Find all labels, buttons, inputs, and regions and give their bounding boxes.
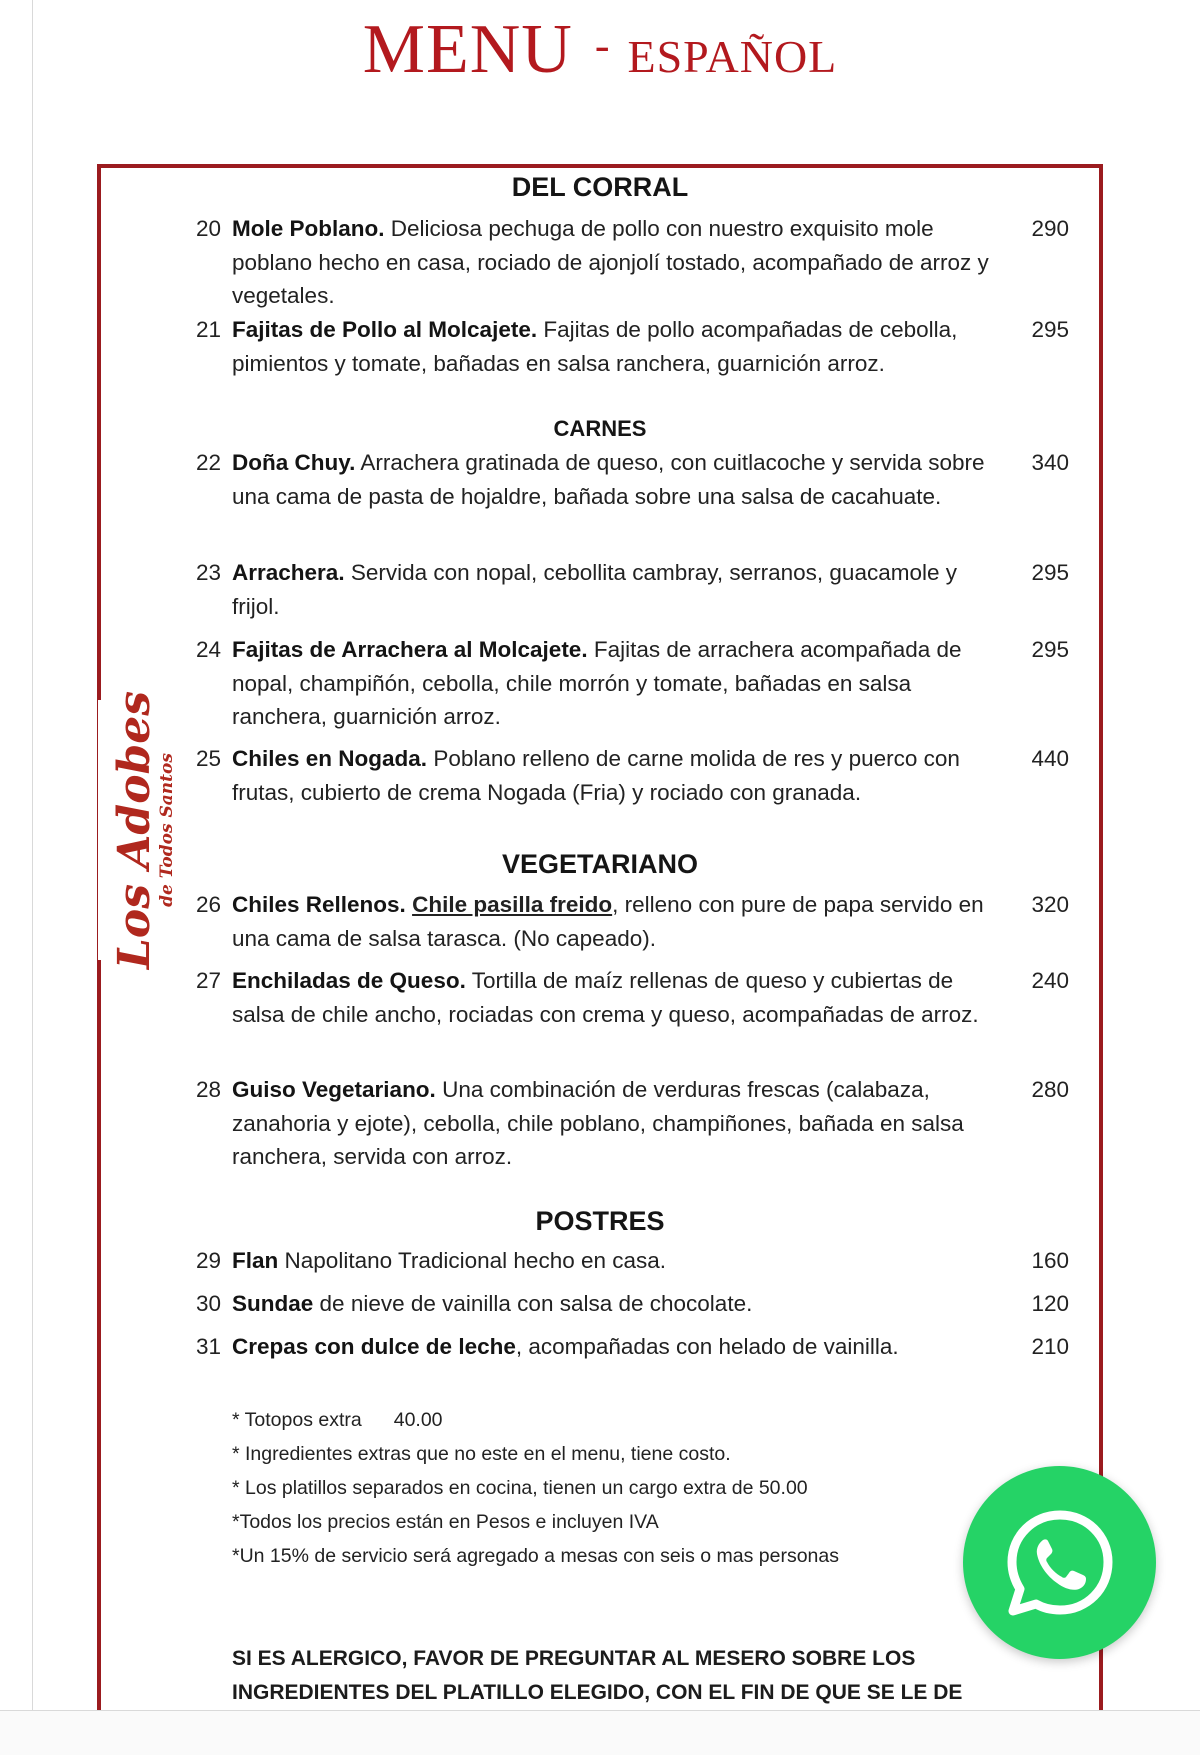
section-heading-vegetariano: VEGETARIANO: [501, 849, 698, 879]
item-number: 25: [196, 746, 222, 771]
page-bottom-area: [0, 1711, 1200, 1755]
restaurant-logo: [98, 690, 190, 970]
item-price: 160: [1031, 1248, 1069, 1273]
note-extra-ingredients: * Ingredientes extras que no este en el menu, tiene costo.: [232, 1443, 731, 1465]
item-price: 320: [1031, 892, 1069, 917]
item-price: 280: [1031, 1077, 1069, 1102]
note-totopos: [232, 1409, 443, 1432]
note-split-plates: * Los platillos separados en cocina, tienen un cargo extra de 50.00: [232, 1477, 808, 1499]
item-number: 26: [196, 892, 222, 917]
item-description: Servida con nopal, cebollita cambray, serranos, guacamole y frijol.: [232, 560, 957, 619]
item-highlight: Chile pasilla freido: [412, 892, 613, 917]
item-name: Enchiladas de Queso.: [232, 968, 466, 993]
item-number: 29: [196, 1248, 222, 1273]
item-name: Chiles Rellenos.: [232, 892, 406, 917]
item-number: 20: [196, 216, 222, 241]
item-name: Mole Poblano.: [232, 216, 385, 241]
item-number: 31: [196, 1334, 222, 1359]
item-name: Flan: [232, 1248, 279, 1273]
item-description: Poblano relleno de carne molida de res y puerco con frutas, cubierto de crema Nogada (Fria) y rociado con granada.: [232, 746, 960, 805]
item-description: , relleno con pure de papa servido en una cama de salsa tarasca. (No capeado).: [232, 892, 984, 951]
item-description: de nieve de vainilla con salsa de chocolate.: [319, 1291, 753, 1316]
item-price: 240: [1031, 968, 1069, 993]
item-name: Fajitas de Arrachera al Molcajete.: [232, 637, 588, 662]
item-name: Fajitas de Pollo al Molcajete.: [232, 317, 538, 342]
item-description: Tortilla de maíz rellenas de queso y cubiertas de salsa de chile ancho, rociadas con crema y queso, acompañadas de arroz.: [232, 968, 979, 1027]
item-price: 340: [1031, 450, 1069, 475]
whatsapp-button[interactable]: [963, 1466, 1156, 1659]
title-main: MENU: [362, 11, 573, 88]
item-number: 24: [196, 637, 222, 662]
section-heading-carnes: CARNES: [553, 416, 647, 441]
title-separator: -: [594, 21, 610, 70]
item-name: Guiso Vegetariano.: [232, 1077, 436, 1102]
item-number: 23: [196, 560, 222, 585]
item-price: 295: [1031, 637, 1069, 662]
note-value: 40.00: [393, 1409, 443, 1431]
item-price: 295: [1031, 560, 1069, 585]
item-name: Sundae: [232, 1291, 314, 1316]
item-number: 22: [196, 450, 222, 475]
logo-subtitle: de Todos Santos: [157, 753, 177, 907]
note-label: * Totopos extra: [232, 1409, 362, 1431]
item-price: 120: [1031, 1291, 1069, 1316]
section-heading-del-corral: DEL CORRAL: [511, 172, 689, 202]
item-number: 21: [196, 317, 222, 342]
whatsapp-icon: [1000, 1503, 1120, 1623]
item-description: Arrachera gratinada de queso, con cuitlacoche y servida sobre una cama de pasta de hojaldre, bañada sobre una salsa de cacahuate.: [232, 450, 985, 509]
item-name: Crepas con dulce de leche: [232, 1334, 516, 1359]
item-description: , acompañadas con helado de vainilla.: [515, 1334, 899, 1359]
item-number: 28: [196, 1077, 222, 1102]
item-description: Deliciosa pechuga de pollo con nuestro exquisito mole poblano hecho en casa, rociado de ajonjolí tostado, acompañado de arroz y vegetales.: [232, 216, 989, 308]
item-number: 27: [196, 968, 222, 993]
allergy-warning: SI ES ALERGICO, FAVOR DE PREGUNTAR AL MESERO SOBRE LOS INGREDIENTES DEL PLATILLO ELEGIDO, CON EL FIN DE QUE SE LE DE: [232, 1647, 963, 1704]
item-price: 210: [1031, 1334, 1069, 1359]
section-heading-postres: POSTRES: [535, 1206, 665, 1236]
item-description: Fajitas de arrachera acompañada de nopal, champiñón, cebolla, chile morrón y tomate, bañadas en salsa ranchera, guarnición arroz.: [232, 637, 962, 729]
item-price: 290: [1031, 216, 1069, 241]
note-prices: *Todos los precios están en Pesos e incluyen IVA: [232, 1511, 659, 1533]
item-name: Chiles en Nogada.: [232, 746, 428, 771]
item-price: 295: [1031, 317, 1069, 342]
item-description: Napolitano Tradicional hecho en casa.: [284, 1248, 667, 1273]
menu-title: [0, 10, 1200, 90]
title-language: ESPAÑOL: [627, 31, 838, 82]
logo-name: Los Adobes: [109, 690, 160, 970]
item-name: Arrachera.: [232, 560, 345, 585]
item-name: Doña Chuy.: [232, 450, 356, 475]
item-description: Fajitas de pollo acompañadas de cebolla, pimientos y tomate, bañadas en salsa ranchera, guarnición arroz.: [232, 317, 958, 376]
item-price: 440: [1031, 746, 1069, 771]
item-number: 30: [196, 1291, 222, 1316]
note-service: *Un 15% de servicio será agregado a mesas con seis o mas personas: [232, 1545, 839, 1567]
item-description: Una combinación de verduras frescas (calabaza, zanahoria y ejote), cebolla, chile poblano, champiñones, bañada en salsa ranchera, servida con arroz.: [232, 1077, 964, 1169]
